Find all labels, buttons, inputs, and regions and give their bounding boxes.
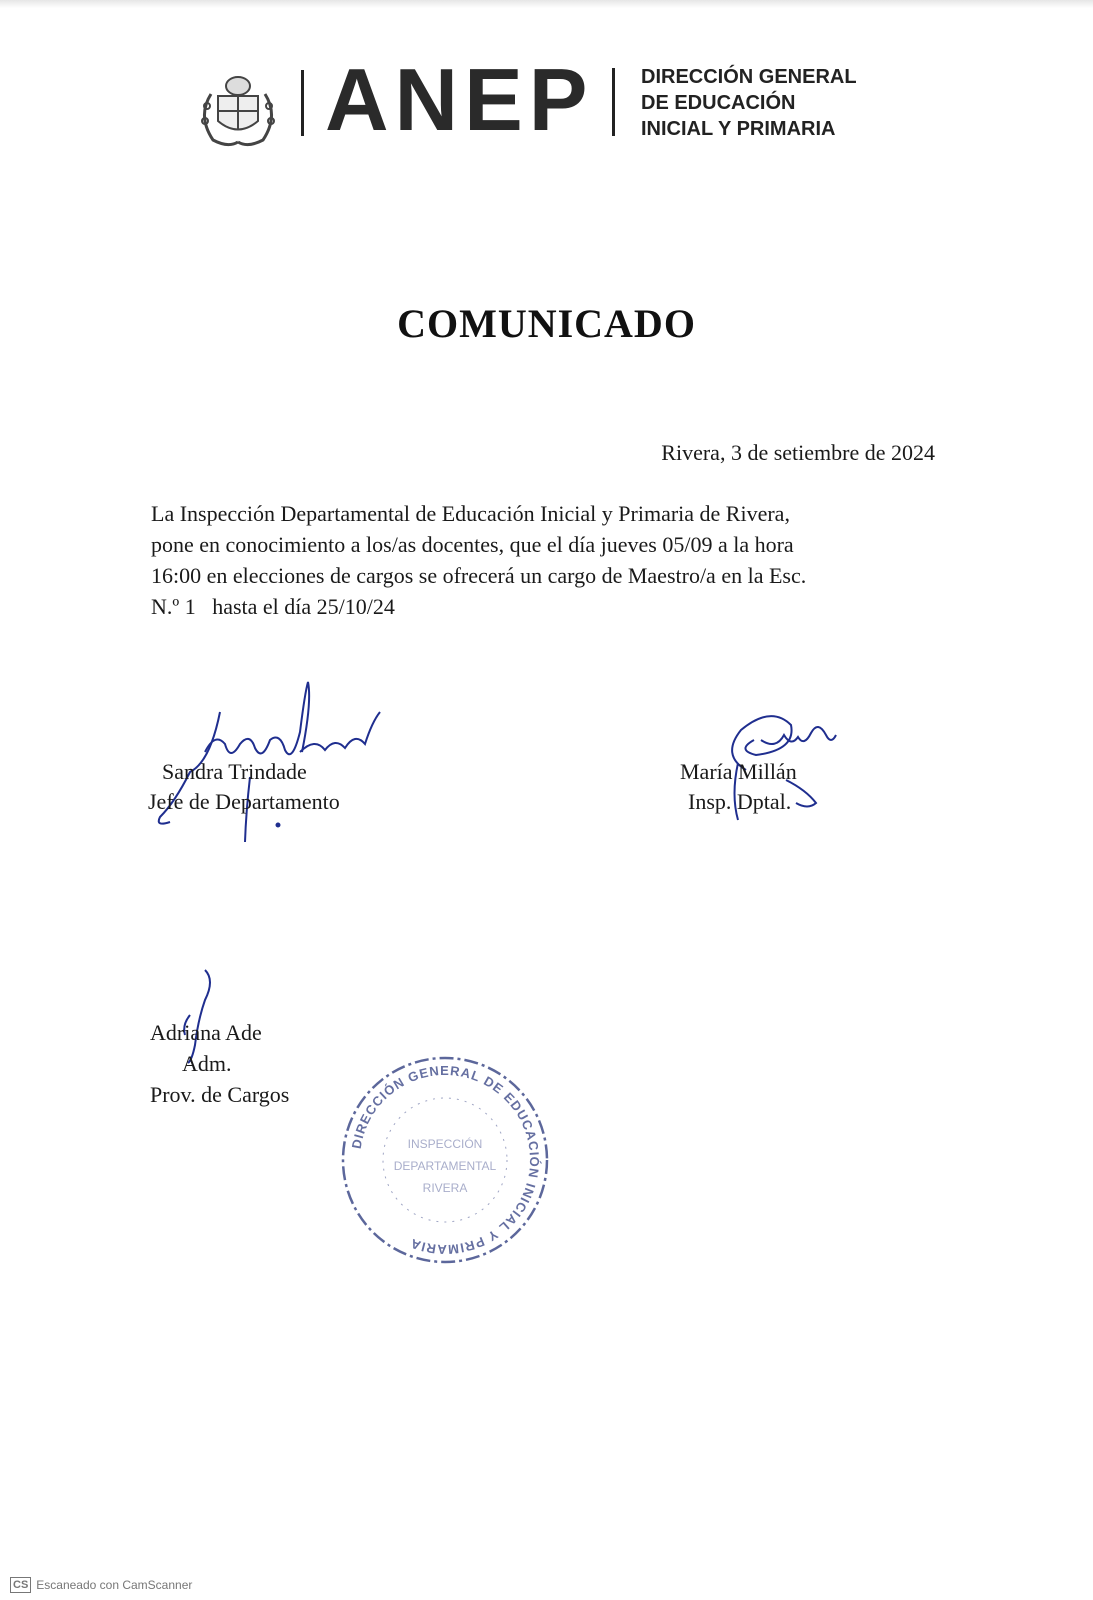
org-line-2: DE EDUCACIÓN (641, 92, 796, 114)
stamp-inner-line: RIVERA (422, 1181, 468, 1195)
coat-of-arms-icon (193, 66, 283, 150)
camscanner-icon: CS (10, 1577, 31, 1593)
body-paragraph (151, 498, 936, 622)
header-separator (301, 70, 304, 136)
body-line: 16:00 en elecciones de cargos se ofrecerá un cargo de Maestro/a en la Esc. (151, 563, 807, 588)
document-title: COMUNICADO (397, 301, 696, 346)
stamp-outer-text: DIRECCIÓN GENERAL DE EDUCACIÓN INICIAL Y PRIMARIA (348, 1062, 543, 1258)
signatory-role: Insp. Dptal. (688, 789, 792, 814)
watermark-text: Escaneado con CamScanner (36, 1578, 193, 1592)
stamp-inner-line: DEPARTAMENTAL (393, 1159, 497, 1173)
org-name (641, 64, 857, 142)
header-separator-2 (612, 68, 615, 136)
body-line: La Inspección Departamental de Educación Inicial y Primaria de Rivera, (151, 501, 790, 526)
org-line-1: DIRECCIÓN GENERAL (641, 66, 857, 88)
signatory-name: Adriana Ade (150, 1020, 262, 1045)
signatory-name: Sandra Trindade (162, 759, 307, 784)
body-line: N.º 1 hasta el día 25/10/24 (151, 594, 395, 619)
signatory-role: Adm. (182, 1051, 232, 1076)
scan-edge-shadow (0, 0, 1093, 8)
signatory-role: Jefe de Departamento (148, 789, 340, 814)
scanner-watermark (10, 1577, 192, 1593)
signatory-role: Prov. de Cargos (150, 1082, 290, 1107)
anep-logo: ANEP (325, 50, 594, 149)
date-line: Rivera, 3 de setiembre de 2024 (661, 440, 935, 465)
stamp-inner-line: INSPECCIÓN (407, 1137, 483, 1151)
official-stamp (335, 1050, 555, 1270)
signatory-name: María Millán (680, 759, 797, 784)
body-line: pone en conocimiento a los/as docentes, que el día jueves 05/09 a la hora (151, 532, 794, 557)
org-line-3: INICIAL Y PRIMARIA (641, 118, 836, 140)
